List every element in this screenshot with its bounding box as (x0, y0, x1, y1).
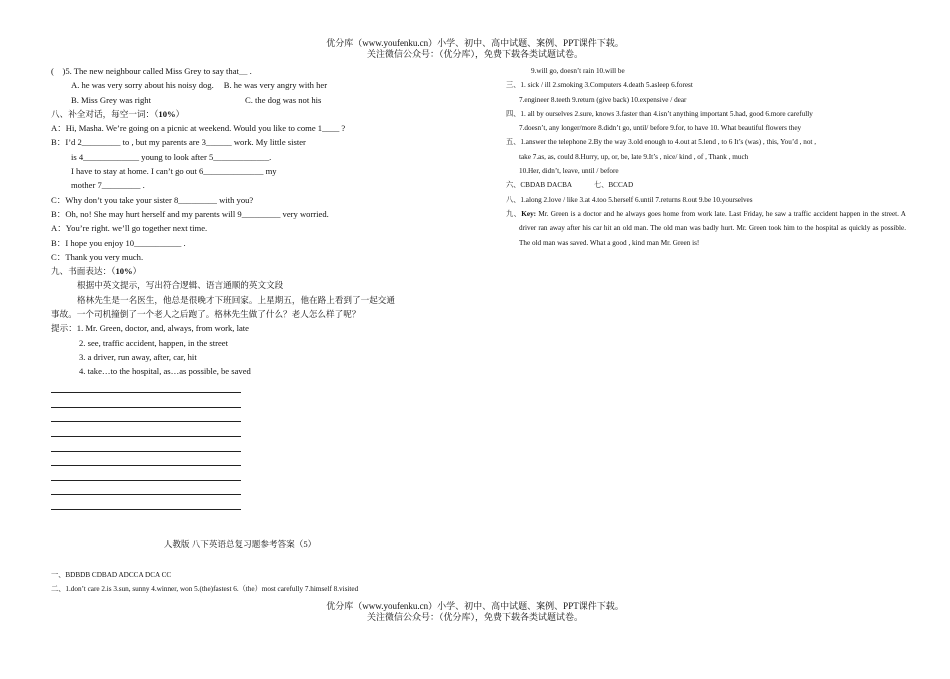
footer-line-1: 优分库（www.youfenku.cn）小学、初中、高中试题、案例、PPT课件下载。 (326, 601, 624, 611)
hint-4: 4. take…to the hospital, as…as possible, be saved (79, 366, 251, 377)
right-column (506, 64, 906, 250)
answer-section-2: 二、1.don’t care 2.is 3.sun, sunny 4.winner, won 5.(the)fastest 6.（the）most carefully 7.himself 8.visited (51, 585, 359, 593)
answers-title: 人教版 八下英语总复习题参考答案（5） (163, 539, 317, 549)
dialogue-line-8: A：You’re right. we’ll go together next time. (51, 223, 208, 234)
hint-2: 2. see, traffic accident, happen, in the street (79, 337, 228, 348)
answer-section-3: 三、1. sick / ill 2.smoking 3.Computers 4.death 5.asleep 6.forest (506, 81, 693, 90)
page-footer (0, 601, 950, 623)
answer-section-4-cont: 7.doesn’t, any longer/more 8.didn’t go, until/ before 9.for, to have 10. What beautiful flowers they (519, 124, 802, 133)
writing-line (51, 452, 241, 467)
answer-section-5: 五、1.answer the telephone 2.By the way 3.old enough to 4.out at 5.lend , to 6 It’s (was) , this, You’d , not , (506, 138, 817, 147)
answer-section-9: 九、Key: Mr. Green is a doctor and he always goes home from work late. Last Friday, he saw a traffic accident happen in the street. A driver ran away after his car hit an old man. The old man was badly hurt. Mr. Green took him to the hospital as quickly as possible. The old man was saved. What a good , kind man Mr. Green is! (506, 209, 906, 247)
option-c: C. the dog was not his (245, 94, 322, 105)
option-b-alt: B. Miss Grey was right (71, 94, 151, 105)
answer-line-r1: 9.will go, doesn’t rain 10.will be (531, 67, 625, 75)
answer-section-6-7 (506, 178, 906, 192)
model-essay: Mr. Green is a doctor and he always goes home from work late. Last Friday, he saw a traffic accident happen in the street. A driver ran away after his car hit an old man. The old man was badly hurt. Mr. Green took him to the hospital as quickly as possible. The old man was saved. What a good , kind man Mr. Green is! (519, 209, 906, 247)
writing-prompt-1: 格林先生是一名医生，他总是很晚才下班回家。上星期五，他在路上看到了一起交通 (77, 294, 395, 305)
writing-instruction: 根据中英文提示，写出符合逻辑、语言通顺的英文文段 (77, 280, 284, 291)
section-8-title: 八、补全对话，每空一词：（10%） (51, 108, 185, 119)
option-a: A. he was very sorry about his noisy dog. (71, 80, 214, 91)
hint-3: 3. a driver, run away, after, car, hit (79, 351, 197, 362)
writing-line (51, 437, 241, 452)
footer-line-2: 关注微信公众号：（优分库），免费下载各类试题试卷。 (366, 612, 583, 622)
left-column (51, 64, 446, 510)
answer-section-5-cont: take 7.as, as, could 8.Hurry, up, or, be, late 9.It’s , nice/ kind , of , Thank , much (519, 152, 749, 161)
writing-line (51, 466, 241, 481)
writing-line (51, 408, 241, 423)
dialogue-line-1: A：Hi, Masha. We’re going on a picnic at weekend. Would you like to come 1____ ? (51, 123, 346, 134)
option-b: B. he was very angry with her (223, 80, 328, 91)
dialogue-line-10: C：Thank you very much. (51, 251, 144, 262)
header-line-1: 优分库（www.youfenku.cn）小学、初中、高中试题、案例、PPT课件下载。 (326, 38, 624, 48)
dialogue-line-4: I have to stay at home. I can’t go out 6______________ my (71, 166, 277, 177)
section-9-score: 10% (115, 266, 133, 277)
key-label: Key: (521, 209, 537, 218)
question-5-options-row-2 (51, 93, 446, 107)
answer-section-4: 四、1. all by ourselves 2.sure, knows 3.faster than 4.isn’t anything important 5.had, good 6.more carefully (506, 109, 813, 118)
section-9-title: 九、书面表达：（10%） (51, 266, 142, 277)
writing-line (51, 393, 241, 408)
answer-section-5-cont-2: 10.Her, didn’t, leave, until / before (519, 167, 619, 176)
writing-lines (51, 379, 446, 510)
answer-section-6: 六、CBDAB DACBA (506, 181, 573, 190)
answer-section-3-cont: 7.engineer 8.teeth 9.return (give back) 10.expensive / dear (519, 95, 687, 104)
hint-1: 提示：1. Mr. Green, doctor, and, always, from work, late (51, 323, 249, 334)
answer-section-7: 七、BCCAD (594, 181, 634, 190)
header-line-2: 关注微信公众号：（优分库），免费下载各类试题试卷。 (366, 49, 583, 59)
answer-section-1: 一、BDBDB CDBAD ADCCA DCA CC (51, 571, 172, 579)
page-header (0, 38, 950, 60)
dialogue-line-2: B：I’d 2_________ to , but my parents are 3______ work. My little sister (51, 137, 306, 148)
writing-line (51, 379, 241, 394)
writing-line (51, 422, 241, 437)
writing-line (51, 495, 241, 510)
dialogue-line-6: C：Why don’t you take your sister 8_________ with you? (51, 194, 254, 205)
writing-prompt-2: 事故。一个司机撞倒了一个老人之后跑了。格林先生做了什么？老人怎么样了呢？ (51, 309, 361, 320)
dialogue-line-3: is 4_____________ young to look after 5_____________. (71, 151, 272, 162)
section-8-score: 10% (158, 108, 176, 119)
answer-section-8: 八、1.along 2.love / like 3.at 4.too 5.herself 6.until 7.returns 8.out 9.be 10.yourselves (506, 195, 753, 204)
writing-line (51, 481, 241, 496)
dialogue-line-7: B：Oh, no! She may hurt herself and my parents will 9_________ very worried. (51, 208, 329, 219)
question-5: ( )5. The new neighbour called Miss Grey to say that＿ . (51, 66, 252, 76)
question-5-options-row-1 (51, 78, 446, 92)
dialogue-line-5: mother 7_________ . (71, 180, 145, 191)
dialogue-line-9: B：I hope you enjoy 10___________ . (51, 237, 186, 248)
